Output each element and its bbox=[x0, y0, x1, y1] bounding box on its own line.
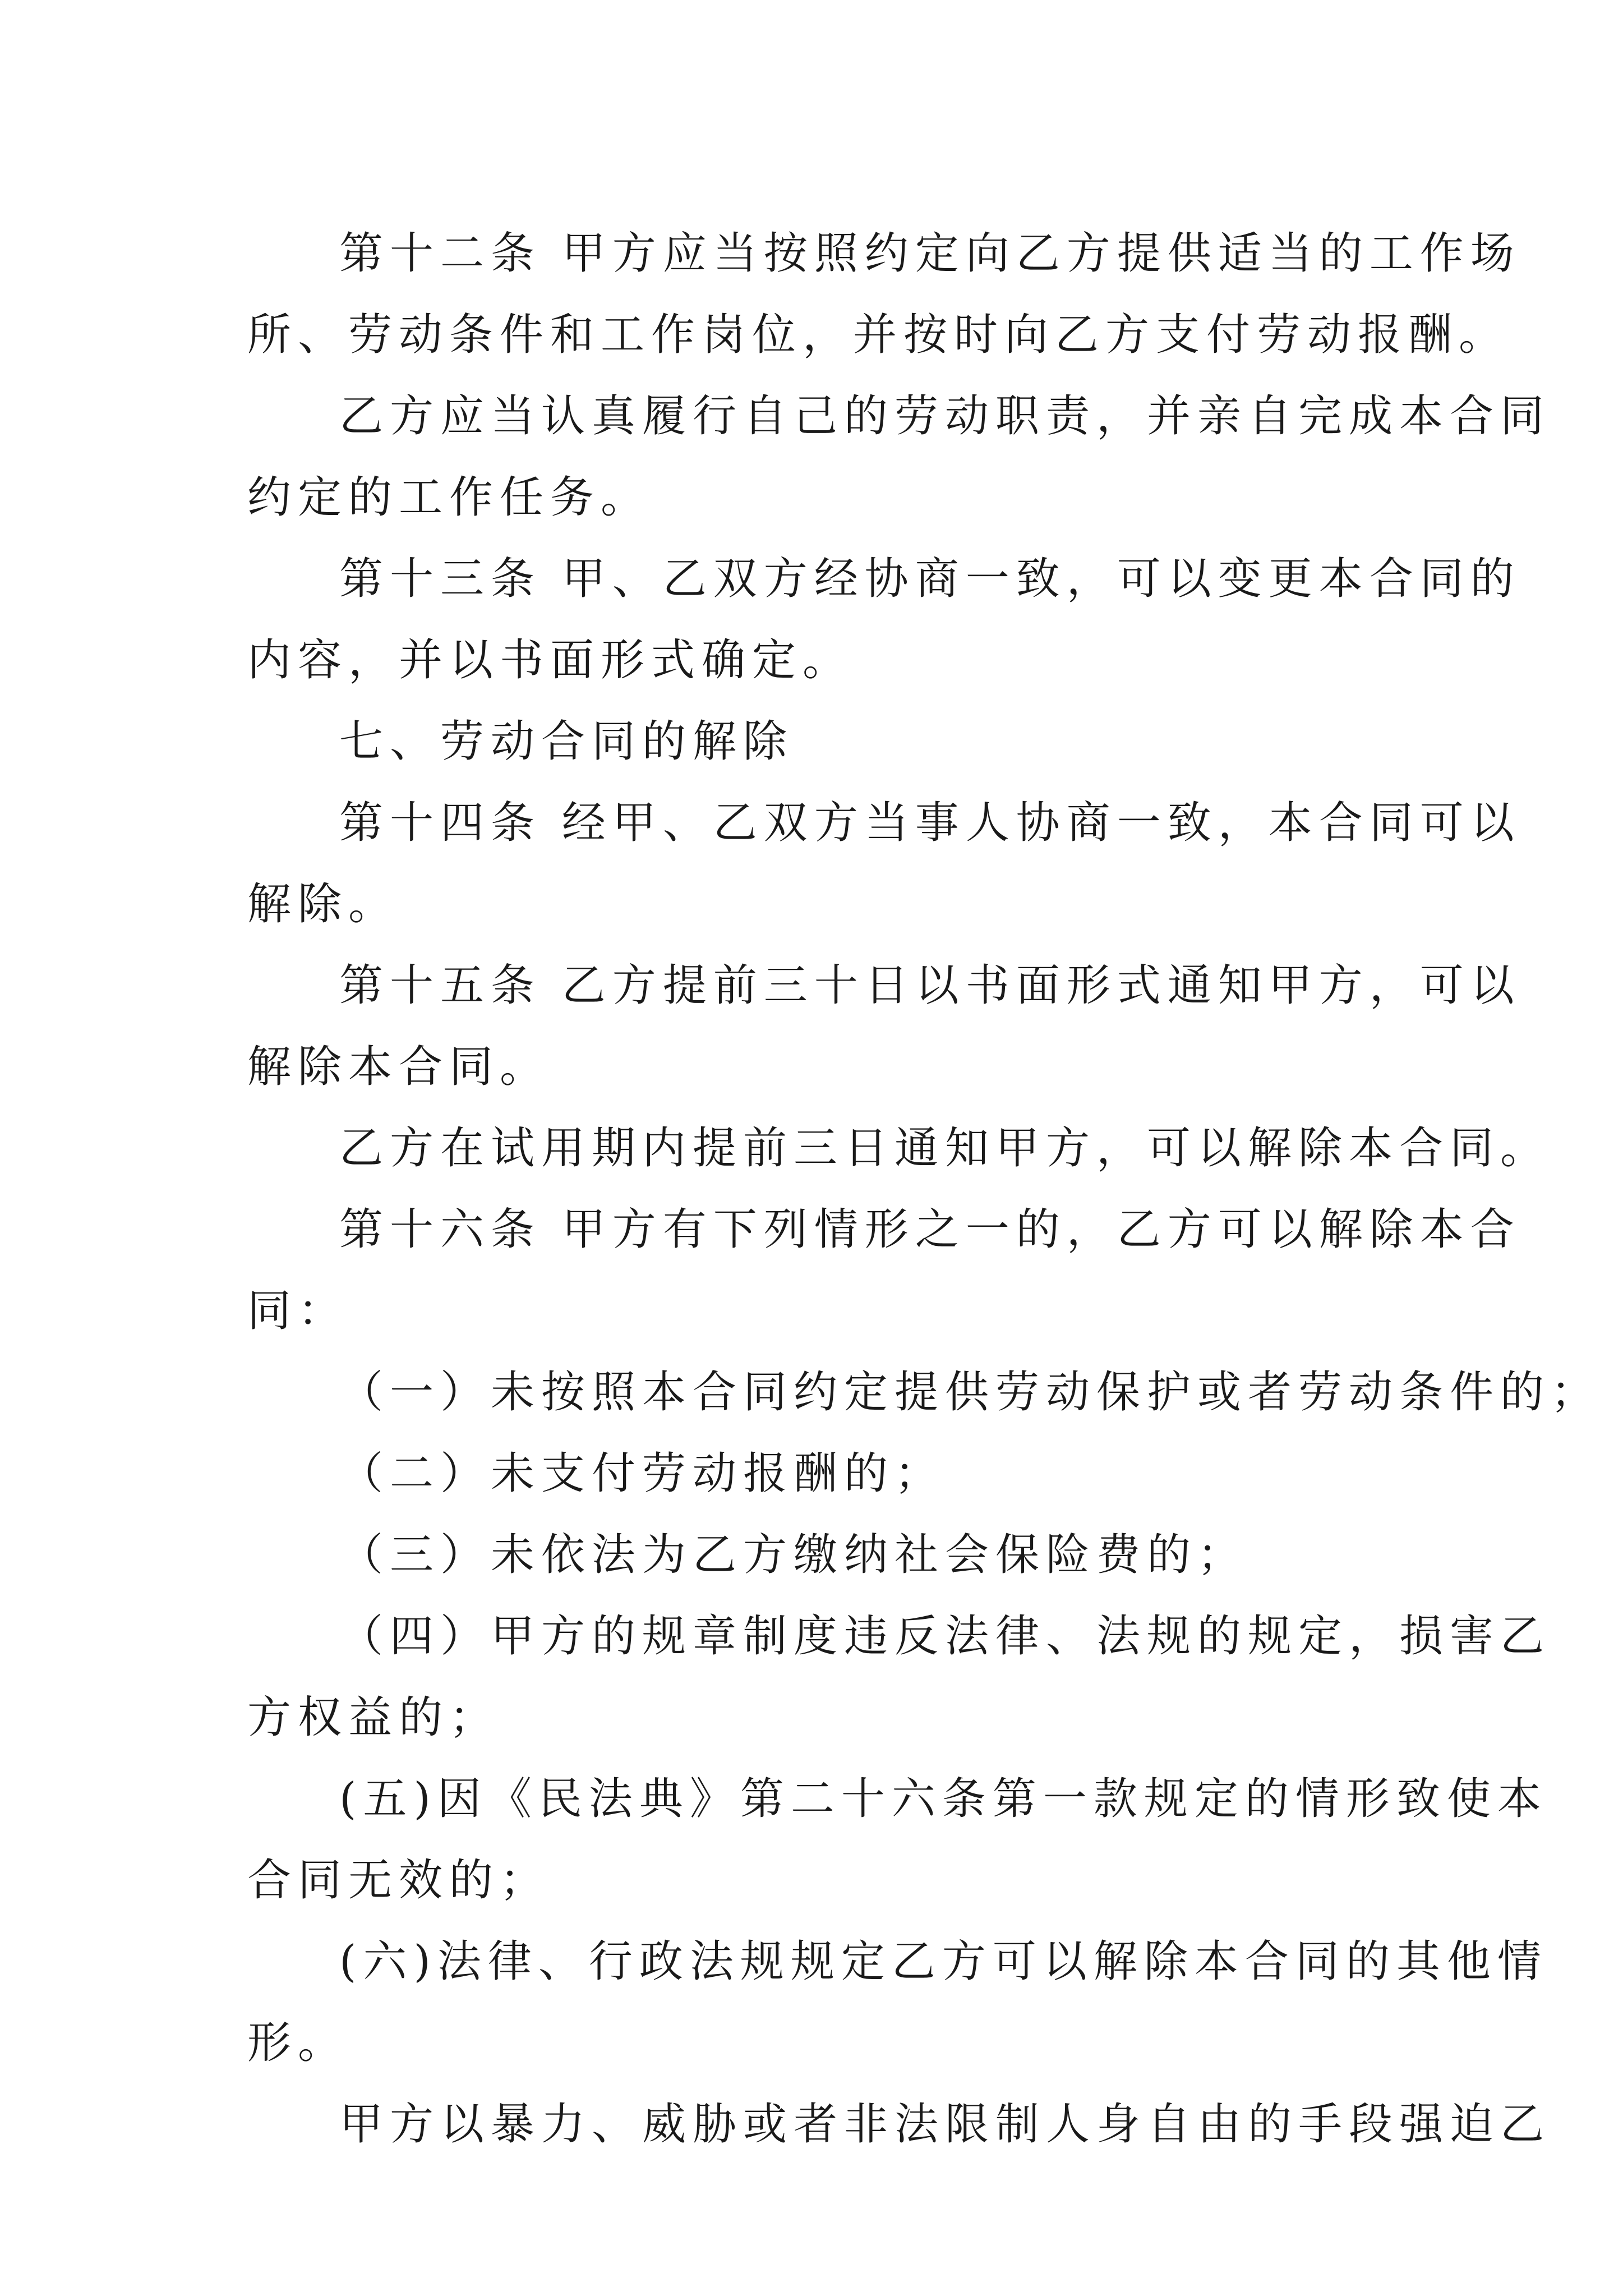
text-line: 形。 bbox=[247, 2018, 349, 2068]
text-line: 所、劳动条件和工作岗位，并按时向乙方支付劳动报酬。 bbox=[247, 310, 1510, 360]
text-line: 约定的工作任务。 bbox=[247, 472, 652, 523]
text-line: 甲方以暴力、威胁或者非法限制人身自由的手段强迫乙 bbox=[339, 2099, 1551, 2150]
text-line: 合同无效的； bbox=[247, 1855, 551, 1906]
text-line: (五)因《民法典》第二十六条第一款规定的情形致使本 bbox=[339, 1774, 1548, 1824]
text-line: 方权益的； bbox=[247, 1692, 500, 1743]
text-line: 第十三条 甲、乙双方经协商一致，可以变更本合同的 bbox=[339, 554, 1521, 604]
text-line: 第十四条 经甲、乙双方当事人协商一致，本合同可以 bbox=[339, 798, 1521, 848]
contract-body-text bbox=[247, 213, 1602, 2165]
text-line: 七、劳动合同的解除 bbox=[339, 716, 794, 767]
text-line: 同： bbox=[247, 1286, 349, 1336]
text-line: （四）甲方的规章制度违反法律、法规的规定，损害乙 bbox=[339, 1611, 1551, 1662]
text-line: 第十六条 甲方有下列情形之一的，乙方可以解除本合 bbox=[339, 1204, 1521, 1255]
text-line: 解除本合同。 bbox=[247, 1042, 551, 1092]
text-line: 内容，并以书面形式确定。 bbox=[247, 635, 854, 685]
text-line: (六)法律、行政法规规定乙方可以解除本合同的其他情 bbox=[339, 1936, 1548, 1987]
text-line: （二）未支付劳动报酬的； bbox=[339, 1448, 946, 1499]
text-line: （三）未依法为乙方缴纳社会保险费的； bbox=[339, 1530, 1248, 1580]
text-line: 乙方在试用期内提前三日通知甲方，可以解除本合同。 bbox=[339, 1123, 1551, 1174]
text-line: 第十二条 甲方应当按照约定向乙方提供适当的工作场 bbox=[339, 228, 1521, 279]
text-line: （一）未按照本合同约定提供劳动保护或者劳动条件的； bbox=[339, 1367, 1602, 1418]
text-line: 解除。 bbox=[247, 879, 399, 930]
text-line: 第十五条 乙方提前三十日以书面形式通知甲方，可以 bbox=[339, 960, 1521, 1011]
text-line: 乙方应当认真履行自己的劳动职责，并亲自完成本合同 bbox=[339, 391, 1551, 441]
